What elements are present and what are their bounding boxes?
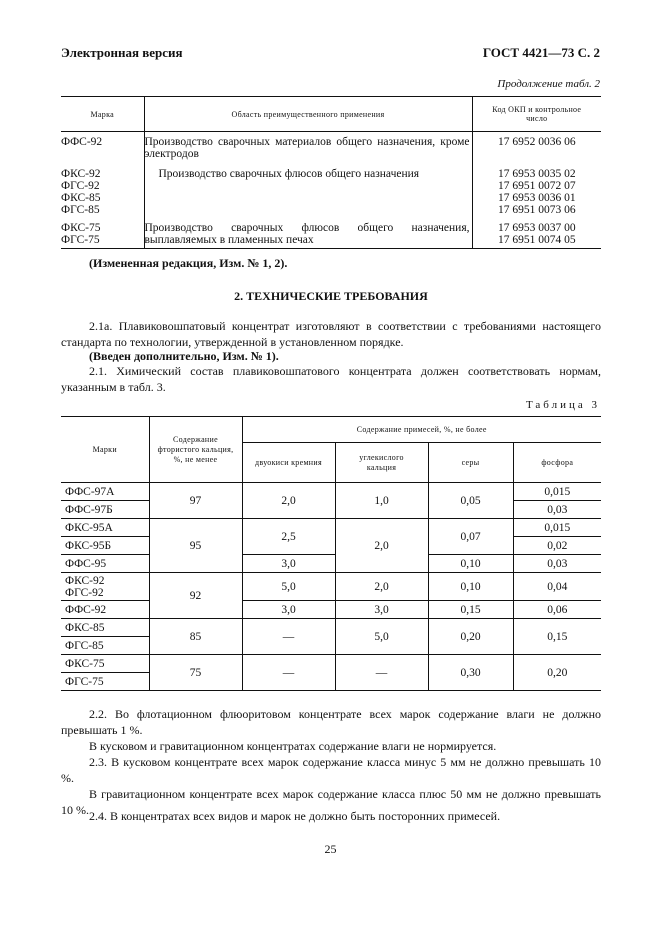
table2-caption: Продолжение табл. 2 xyxy=(497,78,600,90)
page-number: 25 xyxy=(324,842,337,856)
table-row xyxy=(61,218,601,249)
table-row: ФКС-95А 95 2,5 2,0 0,07 0,015 xyxy=(61,519,601,537)
paragraph-2-1a: 2.1а. Плавиковошпатовый концентрат изготовляют в соответствии с требованиями настоящего стандарта по технологии, утвержденной в установленном порядке. xyxy=(61,319,601,349)
header-marks: Марки xyxy=(61,417,149,483)
header-phosphorus: фосфора xyxy=(513,443,601,483)
table2-header-code: Код ОКП и контрольное число xyxy=(472,97,601,132)
table-row: ФКС-75 75 — — 0,30 0,20 xyxy=(61,655,601,673)
table-row xyxy=(61,132,601,165)
table2-code: 17 6952 0036 06 xyxy=(497,136,576,148)
table-row: ФФС-95 3,0 0,10 0,03 xyxy=(61,555,601,573)
table2-code: 17 6953 0035 02 17 6951 0072 07 17 6953 0036 01 17 6951 0073 06 xyxy=(497,168,576,216)
table2-header-mark: Марка xyxy=(61,97,144,132)
table-row: ФГС-75 xyxy=(61,673,601,691)
paragraph-2-3: 2.3. В кусковом концентрате всех марок содержание класса минус 5 мм не должно превышать 10 %. xyxy=(61,755,601,785)
table2-mark: ФКС-75 ФГС-75 xyxy=(61,218,144,249)
table2-area: Производство сварочных флюсов общего назначения xyxy=(144,164,472,218)
table-row xyxy=(61,164,601,218)
header-impurities: Содержание примесей, %, не более xyxy=(242,417,601,443)
header-caf2: Содержание фтористого кальция, %, не менее xyxy=(149,417,242,483)
paragraph-2-3b: В гравитационном концентрате всех марок содержание класса плюс 50 мм не должно превышать 10 %. xyxy=(61,787,601,817)
table-3 xyxy=(61,416,601,691)
table-row: ФКС-92 ФГС-92 92 5,0 2,0 0,10 0,04 xyxy=(61,573,601,601)
table-row: ФКС-85 85 — 5,0 0,20 0,15 xyxy=(61,619,601,637)
table-row: ФФС-97А 97 2,0 1,0 0,05 0,015 xyxy=(61,483,601,501)
table2-area: Производство сварочных флюсов общего назначения, выплавляемых в пламенных печах xyxy=(144,218,472,249)
table-row: ФКС-95Б 0,02 xyxy=(61,537,601,555)
section-title: 2. ТЕХНИЧЕСКИЕ ТРЕБОВАНИЯ xyxy=(234,289,428,303)
table-row: ФФС-97Б 0,03 xyxy=(61,501,601,519)
table2-mark: ФФС-92 xyxy=(61,136,103,148)
edit-note: (Измененная редакция, Изм. № 1, 2). xyxy=(89,256,288,270)
paragraph-2-4: 2.4. В концентратах всех видов и марок не должно быть посторонних примесей. xyxy=(89,809,501,823)
header-right: ГОСТ 4421—73 С. 2 xyxy=(482,45,600,60)
table3-caption: Таблица 3 xyxy=(525,399,600,411)
added-note: (Введен дополнительно, Изм. № 1). xyxy=(89,349,279,363)
table-2 xyxy=(61,96,601,249)
table2-area: Производство сварочных материалов общего назначения, кроме электродов xyxy=(144,132,472,165)
header-caco3: углекислого кальция xyxy=(335,443,428,483)
table2-code: 17 6953 0037 00 17 6951 0074 05 xyxy=(472,218,601,249)
header-sulfur: серы xyxy=(428,443,513,483)
header-sio2: двуокиси кремния xyxy=(242,443,335,483)
paragraph-2-2b: В кусковом и гравитационном концентратах содержание влаги не нормируется. xyxy=(89,739,497,753)
table2-mark: ФКС-92 ФГС-92 ФКС-85 ФГС-85 xyxy=(61,168,101,216)
header-left: Электронная версия xyxy=(61,45,183,60)
table-row: ФГС-85 xyxy=(61,637,601,655)
paragraph-2-1: 2.1. Химический состав плавиковошпатового концентрата должен соответствовать нормам, указанным в табл. 3. xyxy=(61,364,601,394)
table2-header-area: Область преимущественного применения xyxy=(144,97,472,132)
table-row: ФФС-92 3,0 3,0 0,15 0,06 xyxy=(61,601,601,619)
paragraph-2-2: 2.2. Во флотационном флюоритовом концентрате всех марок содержание влаги не должно превышать 1 %. xyxy=(61,707,601,737)
